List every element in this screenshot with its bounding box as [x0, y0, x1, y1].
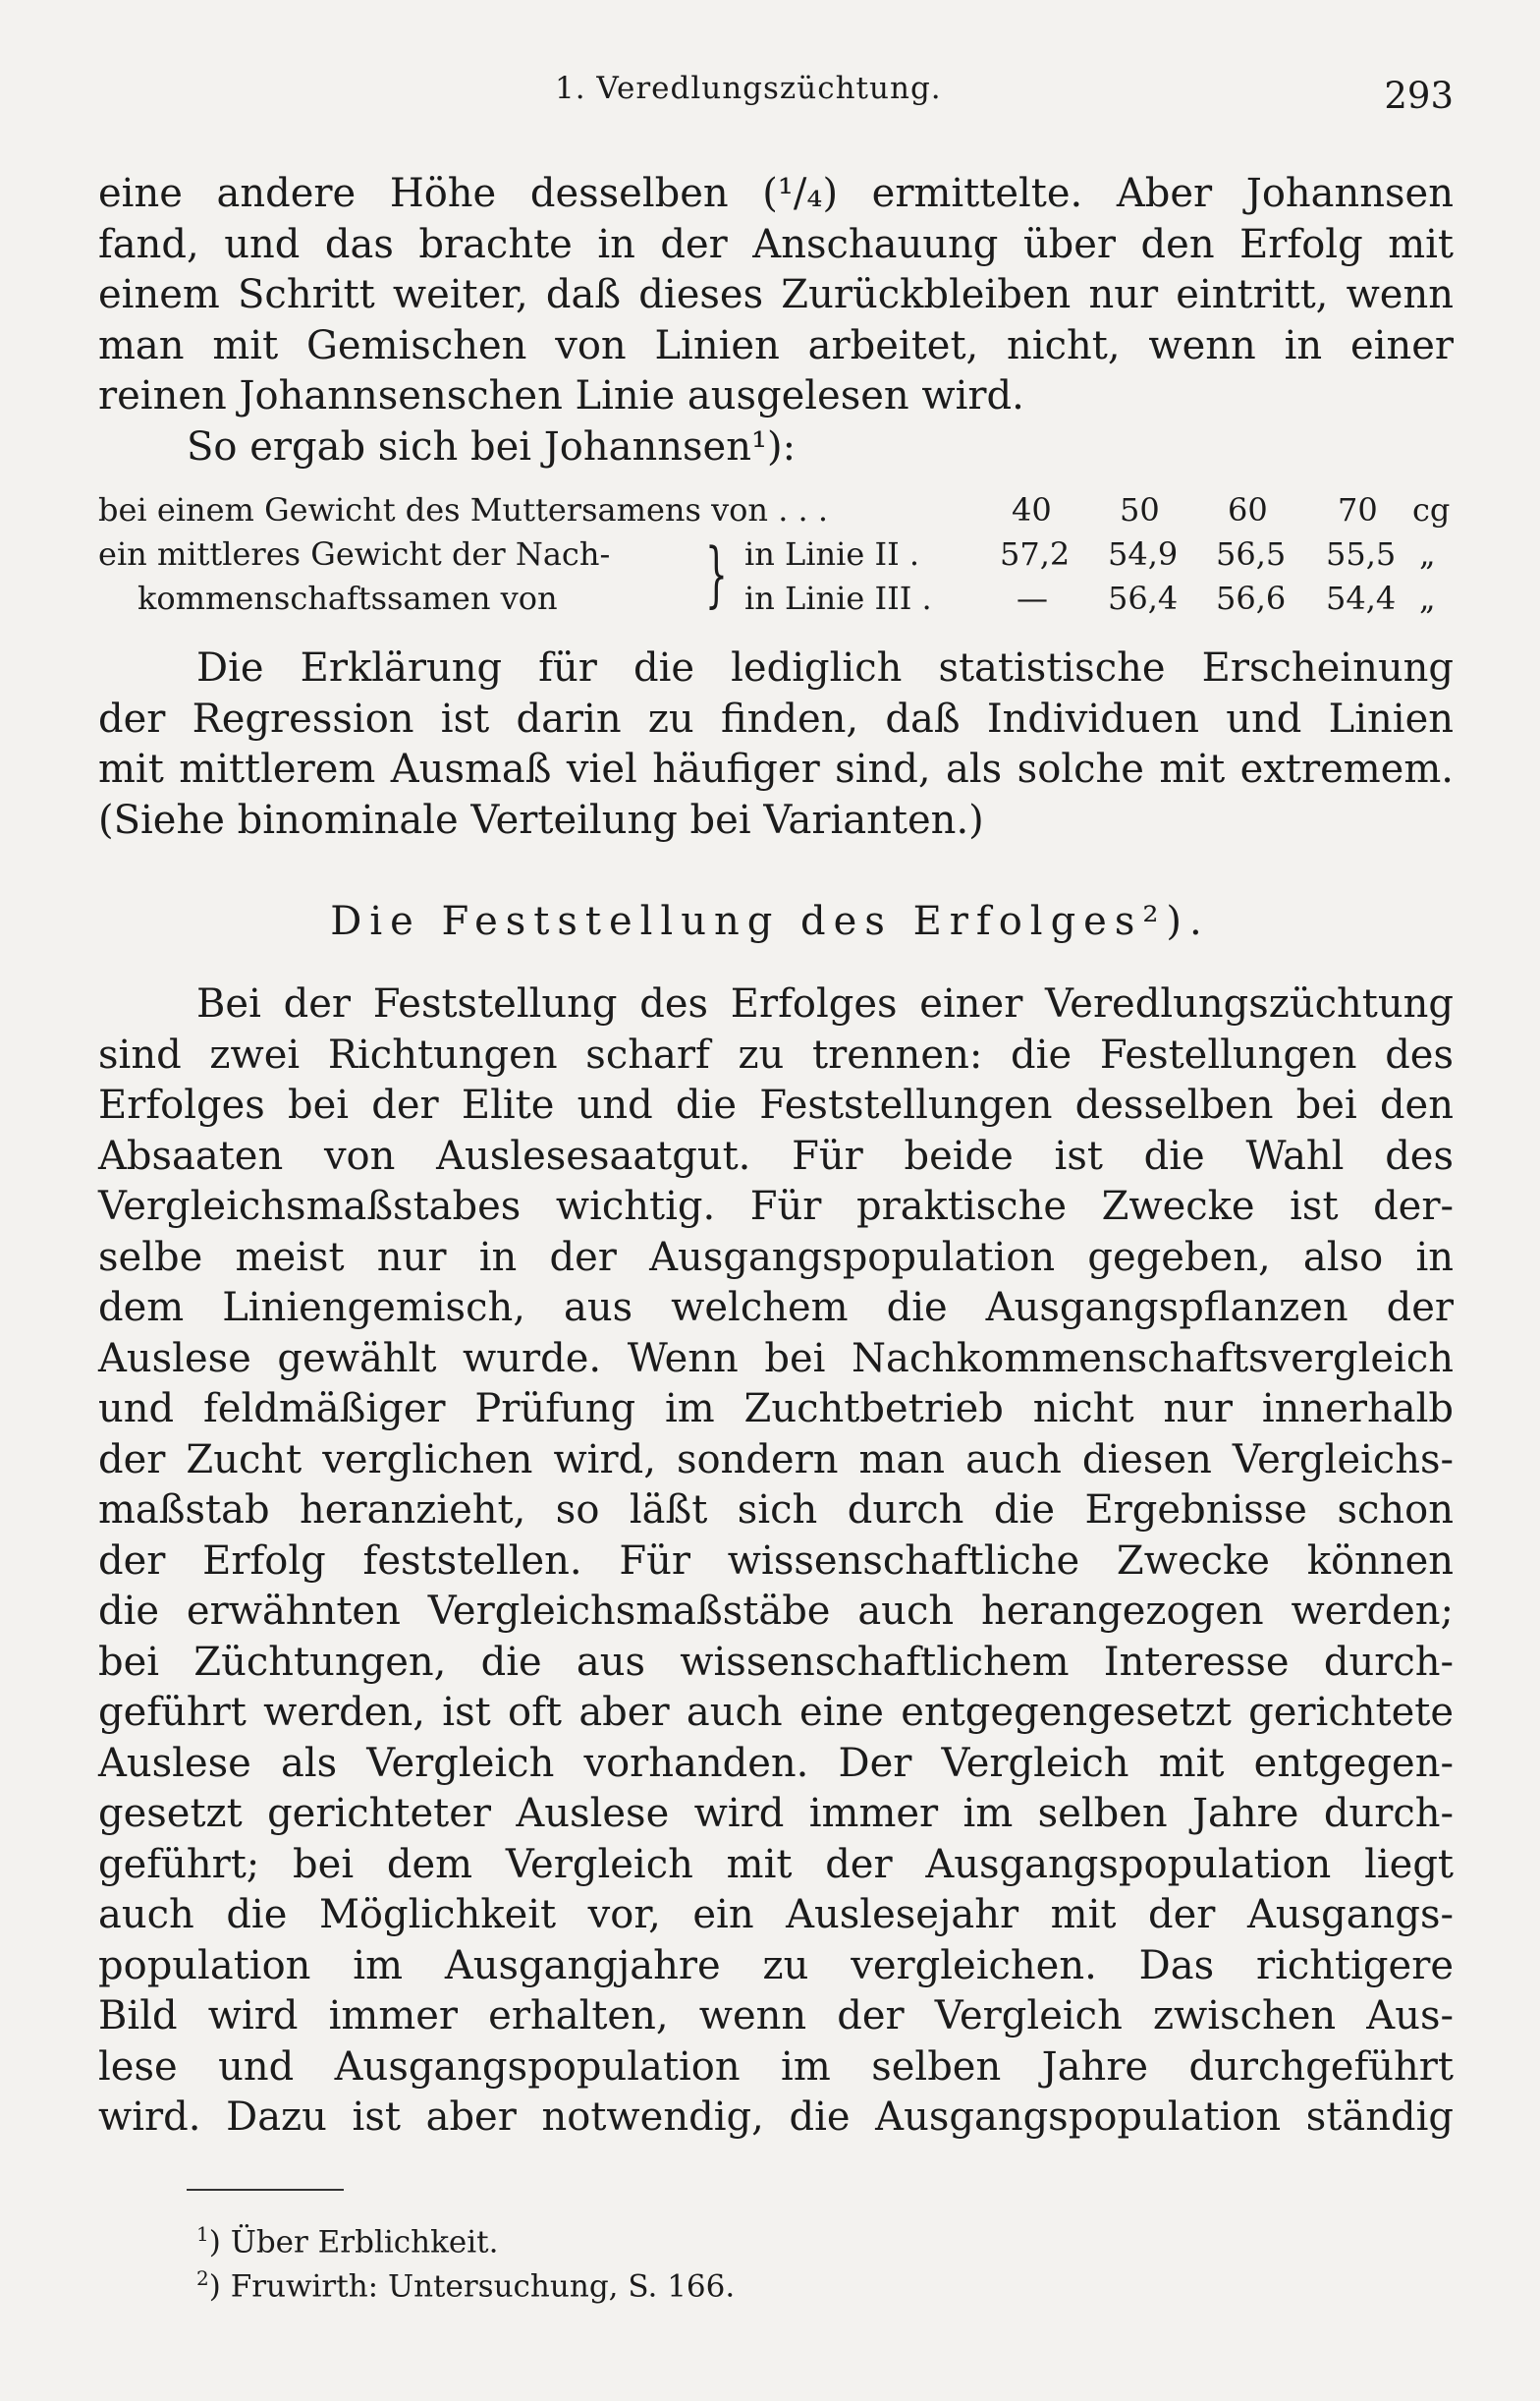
text-line: einem Schritt weiter, daß dieses Zurückbleiben nur eintritt, wenn — [98, 272, 1454, 317]
footnote-text: Über Erblichkeit. — [230, 2224, 499, 2261]
text-line: (Siehe binominale Verteilung bei Varianten.) — [98, 797, 984, 843]
text-line: Die Erklärung für die lediglich statistische Erscheinung — [196, 645, 1454, 691]
result-intro: So ergab sich bei Johannsen¹): — [187, 424, 797, 470]
table-row — [98, 535, 1454, 579]
ditto-mark: „ — [1419, 535, 1436, 573]
text-line: bei Züchtungen, die aus wissenschaftlichem Interesse durch- — [98, 1639, 1454, 1685]
line-label: in Linie II . — [744, 535, 920, 573]
page-header — [98, 71, 1454, 130]
text-line: Vergleichsmaßstabes wichtig. Für praktische Zwecke ist der- — [98, 1184, 1454, 1229]
text-line: der Zucht verglichen wird, sondern man auch diesen Vergleichs- — [98, 1436, 1454, 1482]
text-line: geführt werden, ist oft aber auch eine entgegengesetzt gerichtete — [98, 1690, 1454, 1735]
text-line: Auslese als Vergleich vorhanden. Der Vergleich mit entgegen- — [98, 1740, 1454, 1786]
text-line: maßstab heranzieht, so läßt sich durch die Ergebnisse schon — [98, 1487, 1454, 1533]
text-line: und feldmäßiger Prüfung im Zuchtbetrieb nicht nur innerhalb — [98, 1386, 1454, 1431]
footnote-mark: 2 — [196, 2266, 209, 2290]
table-cell: 50 — [1120, 491, 1160, 529]
text-line: lese und Ausgangspopulation im selben Jahre durchgeführt — [98, 2043, 1454, 2090]
table-cell: 56,6 — [1216, 580, 1287, 617]
table-cell: 56,5 — [1216, 535, 1287, 573]
line-label: in Linie III . — [744, 580, 932, 617]
table-cell: 60 — [1228, 491, 1268, 529]
table-cell: 70 — [1338, 491, 1378, 529]
text-line: Bei der Feststellung des Erfolges einer Veredlungszüchtung — [196, 981, 1454, 1027]
page-number: 293 — [1384, 75, 1454, 117]
table-cell: 56,4 — [1108, 580, 1179, 617]
text-line: reinen Johannsenschen Linie ausgelesen wird. — [98, 373, 1024, 419]
body-paragraph — [98, 979, 1454, 2144]
ditto-mark: „ — [1419, 580, 1436, 617]
text-line: geführt; bei dem Vergleich mit der Ausgangspopulation liegt — [98, 1841, 1454, 1887]
text-line: der Regression ist darin zu finden, daß Individuen und Linien — [98, 696, 1454, 742]
table-row — [98, 580, 1454, 623]
text-line: sind zwei Richtungen scharf zu trennen: die Festellungen des — [98, 1032, 1454, 1078]
text-line: eine andere Höhe desselben (¹/₄) ermittelte. Aber Johannsen — [98, 171, 1454, 216]
text-line: Erfolges bei der Elite und die Feststellungen desselben bei den — [98, 1083, 1454, 1128]
footnote-1: $^1$) Über Erblichkeit. — [196, 2222, 499, 2261]
text-line: dem Liniengemisch, aus welchem die Ausgangspflanzen der — [98, 1285, 1454, 1330]
intro-paragraph — [98, 169, 1454, 422]
section-heading: Die Feststellung des Erfolges²). — [330, 899, 1210, 944]
text-line: Auslese gewählt wurde. Wenn bei Nachkommenschaftsvergleich — [98, 1335, 1454, 1381]
footnote-divider — [187, 2189, 344, 2191]
text-line: die erwähnten Vergleichsmaßstäbe auch herangezogen werden; — [98, 1589, 1454, 1634]
footnote-2: $^2$) Fruwirth: Untersuchung, S. 166. — [196, 2266, 736, 2305]
text-line: Absaaten von Auslesesaatgut. Für beide ist die Wahl des — [98, 1133, 1454, 1179]
table-cell: 57,2 — [1000, 535, 1071, 573]
text-line: der Erfolg feststellen. Für wissenschaftliche Zwecke können — [98, 1537, 1454, 1584]
explanation-paragraph — [98, 643, 1454, 846]
unit-label: cg — [1412, 491, 1451, 529]
text-line: man mit Gemischen von Linien arbeitet, nicht, wenn in einer — [98, 322, 1454, 368]
text-line: auch die Möglichkeit vor, ein Auslesejahr mit der Ausgangs- — [98, 1892, 1454, 1937]
running-title: 1. Veredlungszüchtung. — [555, 71, 942, 106]
table-row — [98, 491, 1454, 534]
row-label: bei einem Gewicht des Muttersamens von . . . — [98, 491, 829, 529]
row-label: ein mittleres Gewicht der Nach- — [98, 535, 611, 573]
text-line: fand, und das brachte in der Anschauung über den Erfolg mit — [98, 221, 1454, 267]
footnote-text: Fruwirth: Untersuchung, S. 166. — [230, 2268, 736, 2305]
table-cell: 40 — [1012, 491, 1052, 529]
table-cell: — — [1017, 580, 1048, 617]
text-line: selbe meist nur in der Ausgangspopulation gegeben, also in — [98, 1234, 1454, 1280]
brace-glyph: } — [705, 532, 728, 615]
text-line: population im Ausgangjahre zu vergleichen. Das richtigere — [98, 1942, 1454, 1988]
text-line: wird. Dazu ist aber notwendig, die Ausgangspopulation ständig — [98, 2094, 1454, 2140]
table-cell: 54,9 — [1108, 535, 1179, 573]
table-cell: 55,5 — [1326, 535, 1397, 573]
text-line: Bild wird immer erhalten, wenn der Vergleich zwischen Aus- — [98, 1993, 1454, 2038]
text-line: gesetzt gerichteter Auslese wird immer im selben Jahre durch- — [98, 1791, 1454, 1836]
row-label: kommenschaftssamen von — [138, 580, 558, 617]
footnote-mark: 1 — [196, 2222, 209, 2246]
table-cell: 54,4 — [1326, 580, 1397, 617]
text-line: mit mittlerem Ausmaß viel häufiger sind, als solche mit extremem. — [98, 747, 1454, 792]
